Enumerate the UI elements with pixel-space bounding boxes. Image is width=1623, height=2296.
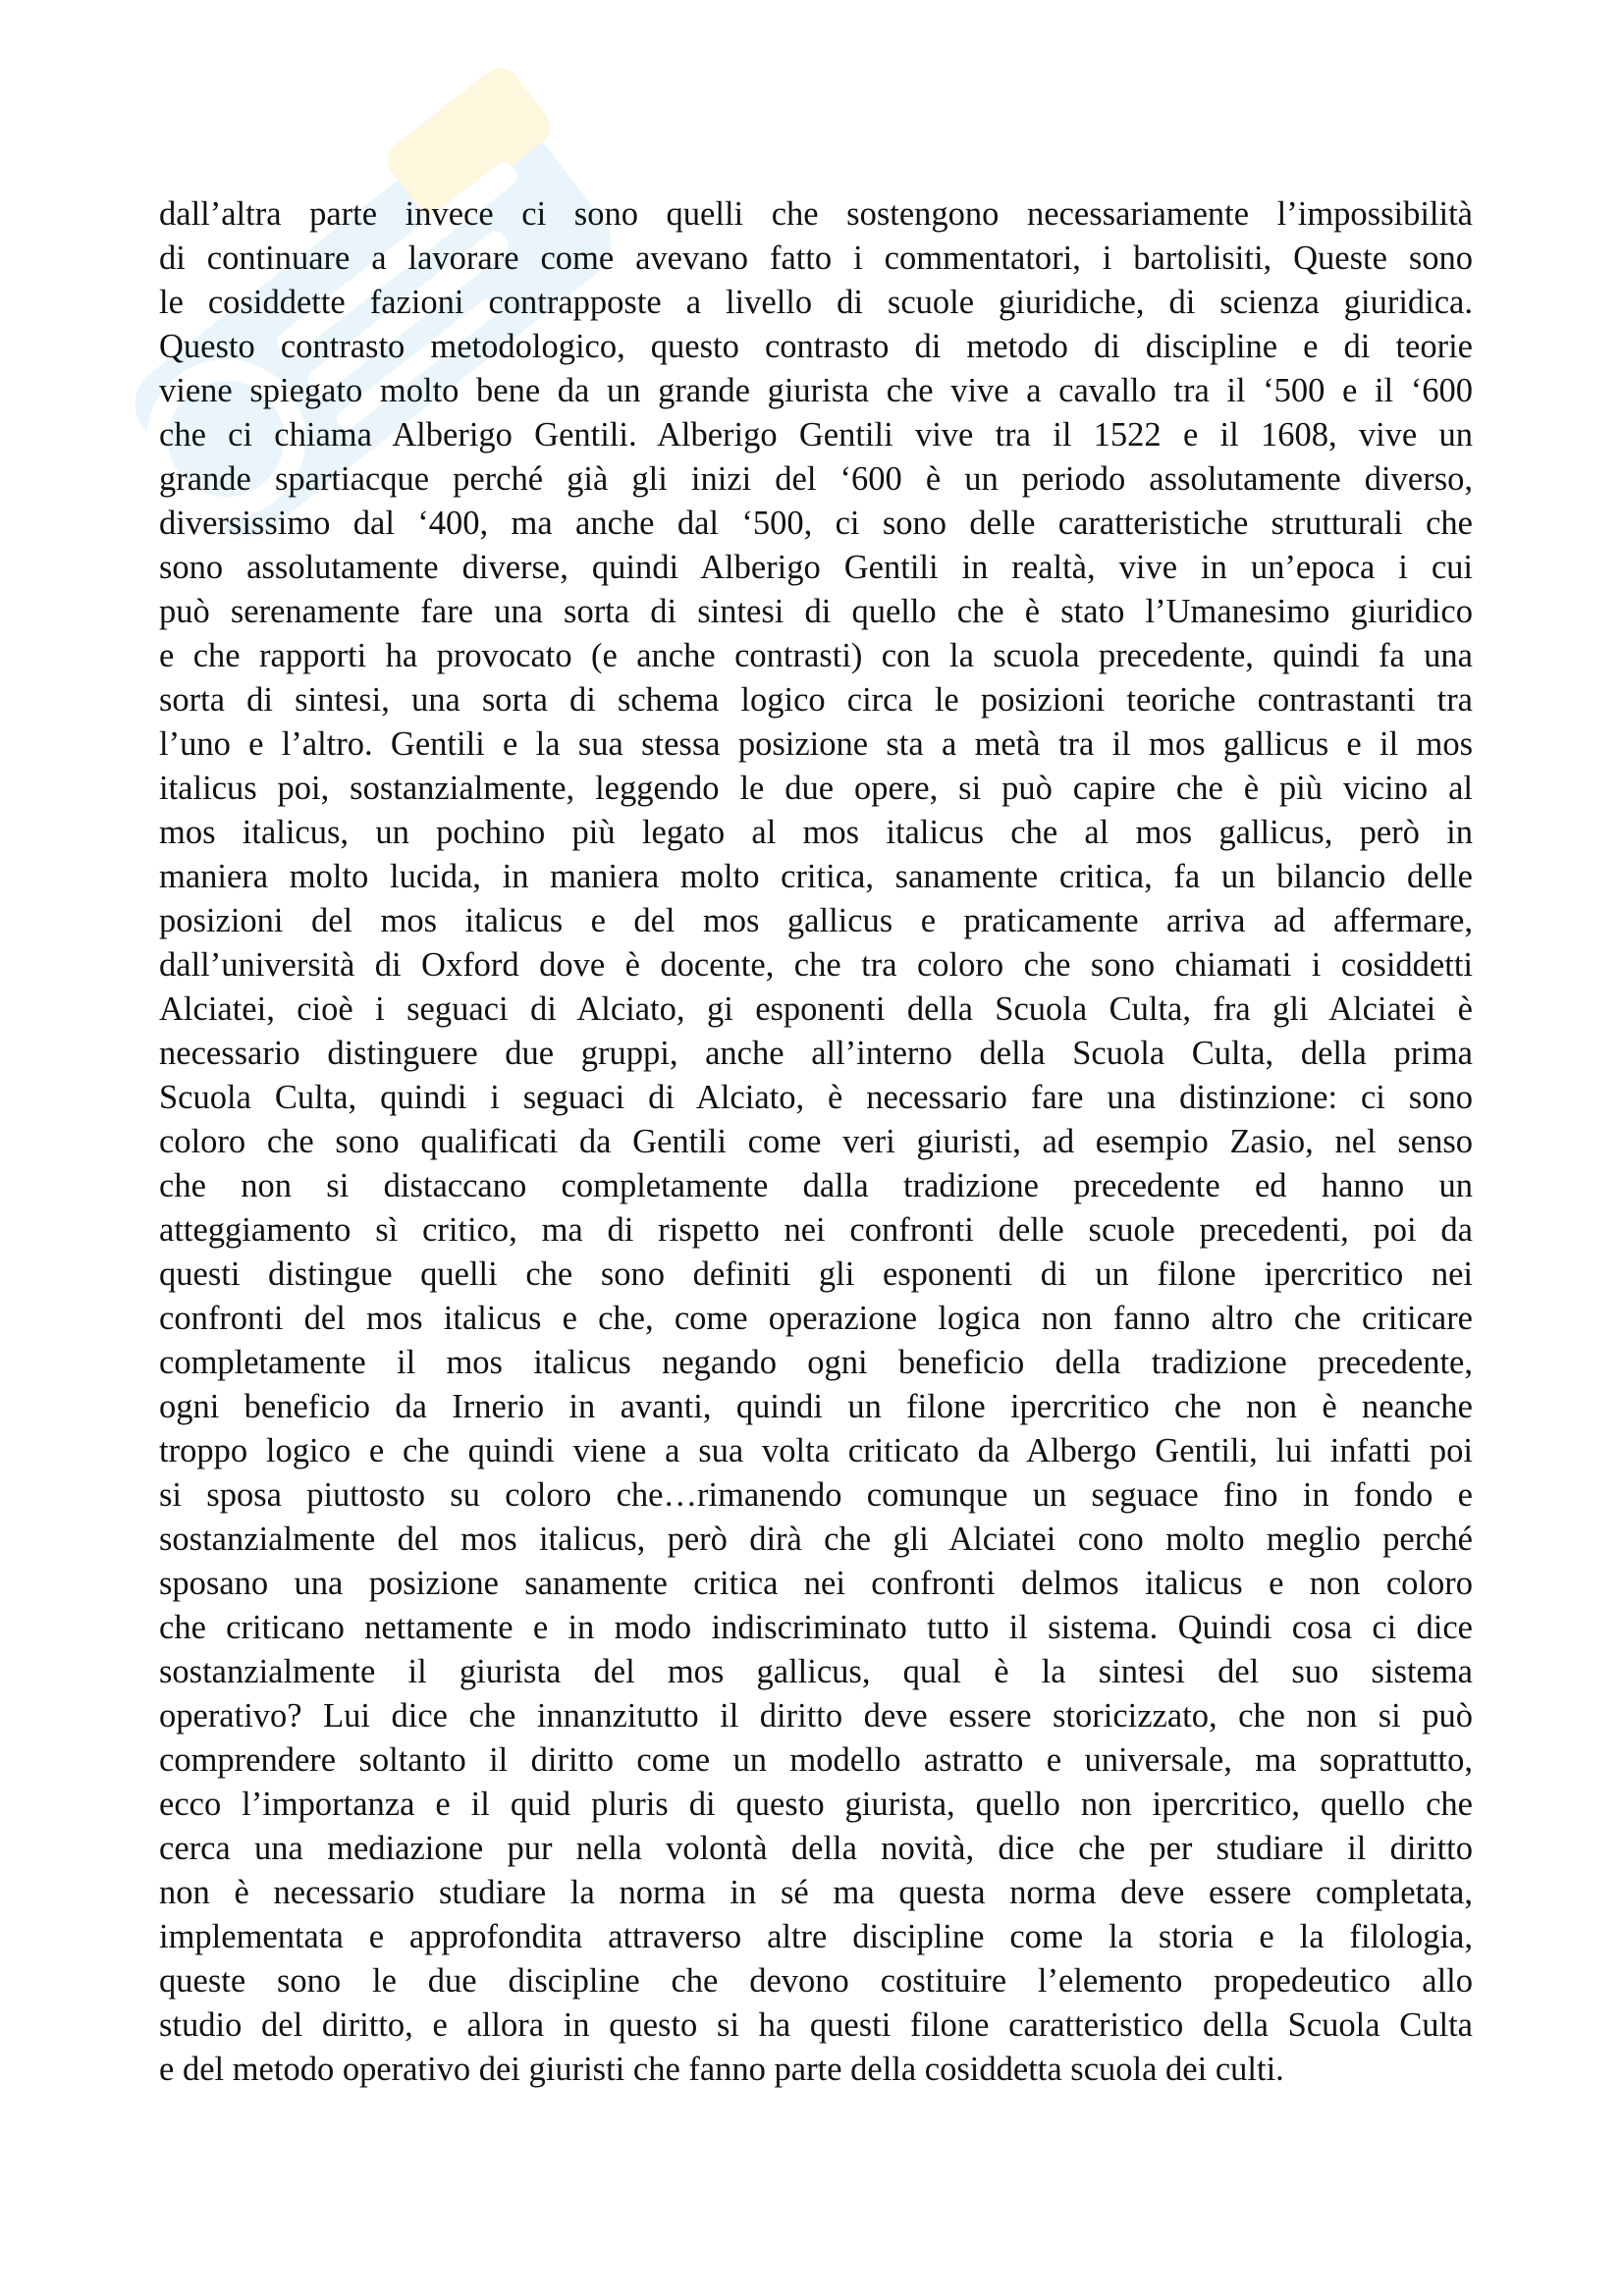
text-line: atteggiamento sì critico, ma di rispetto nei confronti delle scuole precedenti, poi da xyxy=(159,1211,1473,1249)
text-line: le cosiddette fazioni contrapposte a livello di scuole giuridiche, di scienza giuridica. xyxy=(159,284,1473,321)
text-line: confronti del mos italicus e che, come operazione logica non fanno altro che criticare xyxy=(159,1300,1473,1337)
text-line: ecco l’importanza e il quid pluris di questo giurista, quello non ipercritico, quello che xyxy=(159,1786,1473,1823)
text-line: che non si distaccano completamente dalla tradizione precedente ed hanno un xyxy=(159,1167,1473,1204)
text-line: che ci chiama Alberigo Gentili. Alberigo Gentili vive tra il 1522 e il 1608, vive un xyxy=(159,416,1473,454)
text-line: studio del diritto, e allora in questo si ha questi filone caratteristico della Scuola Culta xyxy=(159,2006,1473,2044)
text-line: sposano una posizione sanamente critica nei confronti delmos italicus e non coloro xyxy=(159,1565,1473,1602)
text-line: troppo logico e che quindi viene a sua volta criticato da Albergo Gentili, lui infatti poi xyxy=(159,1432,1473,1469)
text-line: sono assolutamente diverse, quindi Alberigo Gentili in realtà, vive in un’epoca i cui xyxy=(159,549,1473,586)
text-line: diversissimo dal ‘400, ma anche dal ‘500, ci sono delle caratteristiche strutturali che xyxy=(159,505,1473,542)
body-paragraph xyxy=(159,192,1473,2092)
text-line: di continuare a lavorare come avevano fatto i commentatori, i bartolisiti, Queste sono xyxy=(159,240,1473,277)
text-line: e che rapporti ha provocato (e anche contrasti) con la scuola precedente, quindi fa una xyxy=(159,637,1473,674)
text-line: operativo? Lui dice che innanzitutto il diritto deve essere storicizzato, che non si può xyxy=(159,1697,1473,1735)
text-line: questi distingue quelli che sono definiti gli esponenti di un filone ipercritico nei xyxy=(159,1255,1473,1293)
text-line: posizioni del mos italicus e del mos gallicus e praticamente arriva ad affermare, xyxy=(159,902,1473,939)
text-line: maniera molto lucida, in maniera molto critica, sanamente critica, fa un bilancio delle xyxy=(159,858,1473,895)
text-line: e del metodo operativo dei giuristi che fanno parte della cosiddetta scuola dei culti. xyxy=(159,2051,1284,2088)
text-line: Alciatei, cioè i seguaci di Alciato, gi esponenti della Scuola Culta, fra gli Alciatei è xyxy=(159,990,1473,1028)
text-line: che criticano nettamente e in modo indiscriminato tutto il sistema. Quindi cosa ci dice xyxy=(159,1609,1473,1646)
text-line: Scuola Culta, quindi i seguaci di Alciato, è necessario fare una distinzione: ci sono xyxy=(159,1079,1473,1116)
text-line: italicus poi, sostanzialmente, leggendo le due opere, si può capire che è più vicino al xyxy=(159,770,1473,807)
text-line: queste sono le due discipline che devono costituire l’elemento propedeutico allo xyxy=(159,1962,1473,2000)
text-line: sostanzialmente il giurista del mos gallicus, qual è la sintesi del suo sistema xyxy=(159,1653,1473,1690)
text-line: dall’altra parte invece ci sono quelli che sostengono necessariamente l’impossibilità xyxy=(159,195,1473,233)
text-line: implementata e approfondita attraverso altre discipline come la storia e la filologia, xyxy=(159,1918,1473,1955)
text-line: coloro che sono qualificati da Gentili come veri giuristi, ad esempio Zasio, nel senso xyxy=(159,1123,1473,1160)
text-line: non è necessario studiare la norma in sé ma questa norma deve essere completata, xyxy=(159,1874,1473,1911)
text-line: mos italicus, un pochino più legato al mos italicus che al mos gallicus, però in xyxy=(159,814,1473,851)
text-line: può serenamente fare una sorta di sintesi di quello che è stato l’Umanesimo giuridico xyxy=(159,593,1473,630)
text-line: completamente il mos italicus negando ogni beneficio della tradizione precedente, xyxy=(159,1344,1473,1381)
text-line: viene spiegato molto bene da un grande giurista che vive a cavallo tra il ‘500 e il ‘600 xyxy=(159,372,1473,409)
text-line: l’uno e l’altro. Gentili e la sua stessa posizione sta a metà tra il mos gallicus e il mos xyxy=(159,725,1473,763)
text-line: sorta di sintesi, una sorta di schema logico circa le posizioni teoriche contrastanti tra xyxy=(159,681,1473,719)
text-line: grande spartiacque perché già gli inizi del ‘600 è un periodo assolutamente diverso, xyxy=(159,460,1473,498)
text-line: si sposa piuttosto su coloro che…rimanendo comunque un seguace fino in fondo e xyxy=(159,1476,1473,1514)
text-line: ogni beneficio da Irnerio in avanti, quindi un filone ipercritico che non è neanche xyxy=(159,1388,1473,1425)
text-line: sostanzialmente del mos italicus, però dirà che gli Alciatei cono molto meglio perché xyxy=(159,1521,1473,1558)
text-line: comprendere soltanto il diritto come un modello astratto e universale, ma soprattutto, xyxy=(159,1741,1473,1779)
text-line: dall’università di Oxford dove è docente, che tra coloro che sono chiamati i cosiddetti xyxy=(159,946,1473,984)
text-line: Questo contrasto metodologico, questo contrasto di metodo di discipline e di teorie xyxy=(159,328,1473,365)
text-line: cerca una mediazione pur nella volontà della novità, dice che per studiare il diritto xyxy=(159,1830,1473,1867)
text-line: necessario distinguere due gruppi, anche all’interno della Scuola Culta, della prima xyxy=(159,1035,1473,1072)
